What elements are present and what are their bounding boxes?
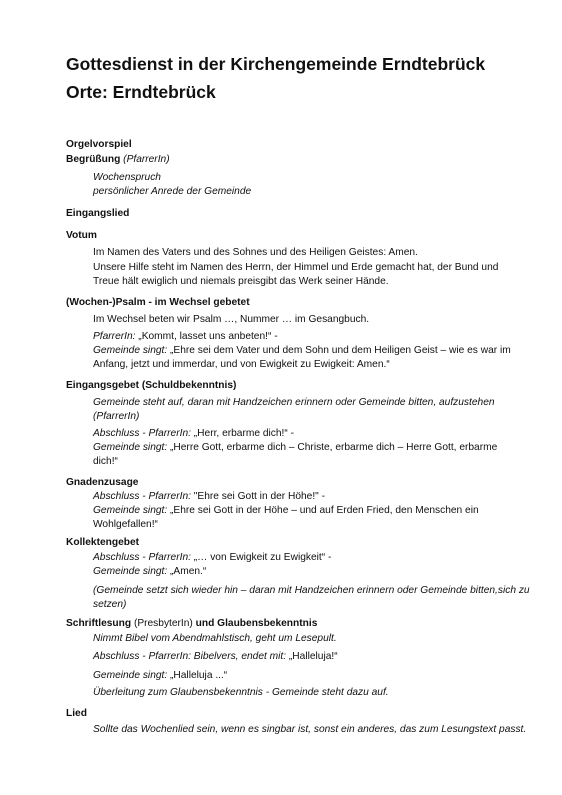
document-title: Gottesdienst in der Kirchengemeinde Erndtebrück: [66, 54, 486, 74]
spoken-text: „Amen.“: [167, 566, 207, 577]
spoken-text: „Herre Gott, erbarme dich – Christe, erbarme dich – Herre Gott, erbarme: [167, 442, 498, 453]
spoken-text: „Ehre sei Gott in der Höhe – und auf Erden Fried, den Menschen ein: [167, 505, 479, 516]
section-heading-begruessung: [66, 153, 170, 167]
speaker-label: Abschluss - PfarrerIn:: [93, 428, 191, 439]
heading-text: und Glaubensbekenntnis: [195, 618, 318, 629]
body-line: [93, 650, 338, 664]
body-line: [93, 490, 325, 504]
body-line: Im Namen des Vaters und des Sohnes und des Heiligen Geistes: Amen.: [93, 247, 418, 258]
body-line: Im Wechsel beten wir Psalm …, Nummer … im Gesangbuch.: [93, 314, 370, 325]
speaker-label: Gemeinde singt:: [93, 566, 168, 577]
spoken-text: „… von Ewigkeit zu Ewigkeit“ -: [190, 552, 332, 563]
heading-text: Begrüßung: [66, 154, 121, 165]
body-line: Wochenspruch: [93, 172, 161, 183]
section-heading-lied: Lied: [66, 708, 87, 719]
speaker-label: Abschluss - PfarrerIn:: [93, 491, 191, 502]
spoken-text: „Ehre sei dem Vater und dem Sohn und dem Heiligen Geist – wie es war im: [167, 345, 511, 356]
body-line: Unsere Hilfe steht im Namen des Herrn, der Himmel und Erde gemacht hat, der Bund und: [93, 262, 499, 273]
speaker-label: Abschluss - PfarrerIn: Bibelvers, endet mit:: [93, 651, 287, 662]
section-heading-psalm: (Wochen-)Psalm - im Wechsel gebetet: [66, 297, 250, 308]
body-line: [93, 504, 479, 518]
speaker-label: Gemeinde singt:: [93, 505, 168, 516]
speaker-label: PfarrerIn:: [93, 331, 136, 342]
body-line: [93, 669, 227, 683]
speaker-label: Gemeinde singt:: [93, 670, 168, 681]
section-heading-schriftlesung: [66, 617, 317, 631]
body-line: [93, 441, 497, 455]
spoken-text: „Halleluja!“: [286, 651, 338, 662]
body-line: [93, 427, 294, 441]
body-line: dich!“: [93, 456, 118, 467]
body-line: Anfang, jetzt und immerdar, und von Ewigkeit zu Ewigkeit: Amen.“: [93, 359, 390, 370]
body-line: (PfarrerIn): [93, 411, 140, 422]
body-line: Treue hält ewiglich und niemals preisgibt das Werk seiner Hände.: [93, 276, 389, 287]
spoken-text: „Kommt, lasset uns anbeten!“ -: [135, 331, 278, 342]
body-line: Nimmt Bibel vom Abendmahlstisch, geht um Lesepult.: [93, 633, 337, 644]
body-line: [93, 551, 331, 565]
section-heading-kollektengebet: Kollektengebet: [66, 537, 140, 548]
body-line: [93, 344, 511, 358]
spoken-text: „Halleluja ...“: [167, 670, 228, 681]
body-line: [93, 330, 278, 344]
section-heading-votum: Votum: [66, 230, 97, 241]
speaker-label: Gemeinde singt:: [93, 442, 168, 453]
body-line: Gemeinde steht auf, daran mit Handzeichen erinnern oder Gemeinde bitten, aufzustehen: [93, 397, 495, 408]
body-line: persönlicher Anrede der Gemeinde: [93, 186, 252, 197]
section-heading-orgelvorspiel: Orgelvorspiel: [66, 139, 132, 150]
body-line: Sollte das Wochenlied sein, wenn es singbar ist, sonst ein anderes, das zum Lesungstext passt.: [93, 724, 527, 735]
body-line: Überleitung zum Glaubensbekenntnis - Gemeinde steht dazu auf.: [93, 687, 389, 698]
heading-role: (PfarrerIn): [123, 154, 170, 165]
document-subtitle-location: Orte: Erndtebrück: [66, 82, 216, 102]
section-heading-eingangsgebet: Eingangsgebet (Schuldbekenntnis): [66, 380, 237, 391]
speaker-label: Abschluss - PfarrerIn:: [93, 552, 191, 563]
body-line: [93, 565, 206, 579]
heading-text: Schriftlesung: [66, 618, 132, 629]
speaker-label: Gemeinde singt:: [93, 345, 168, 356]
section-heading-gnadenzusage: Gnadenzusage: [66, 477, 139, 488]
body-line: setzen): [93, 599, 127, 610]
section-heading-eingangslied: Eingangslied: [66, 208, 130, 219]
body-line: (Gemeinde setzt sich wieder hin – daran mit Handzeichen erinnern oder Gemeinde bitten,sich zu: [93, 585, 530, 596]
body-line: Wohlgefallen!“: [93, 519, 158, 530]
spoken-text: "Ehre sei Gott in der Höhe!" -: [190, 491, 326, 502]
heading-role: (PresbyterIn): [131, 618, 196, 629]
spoken-text: „Herr, erbarme dich!“ -: [190, 428, 294, 439]
